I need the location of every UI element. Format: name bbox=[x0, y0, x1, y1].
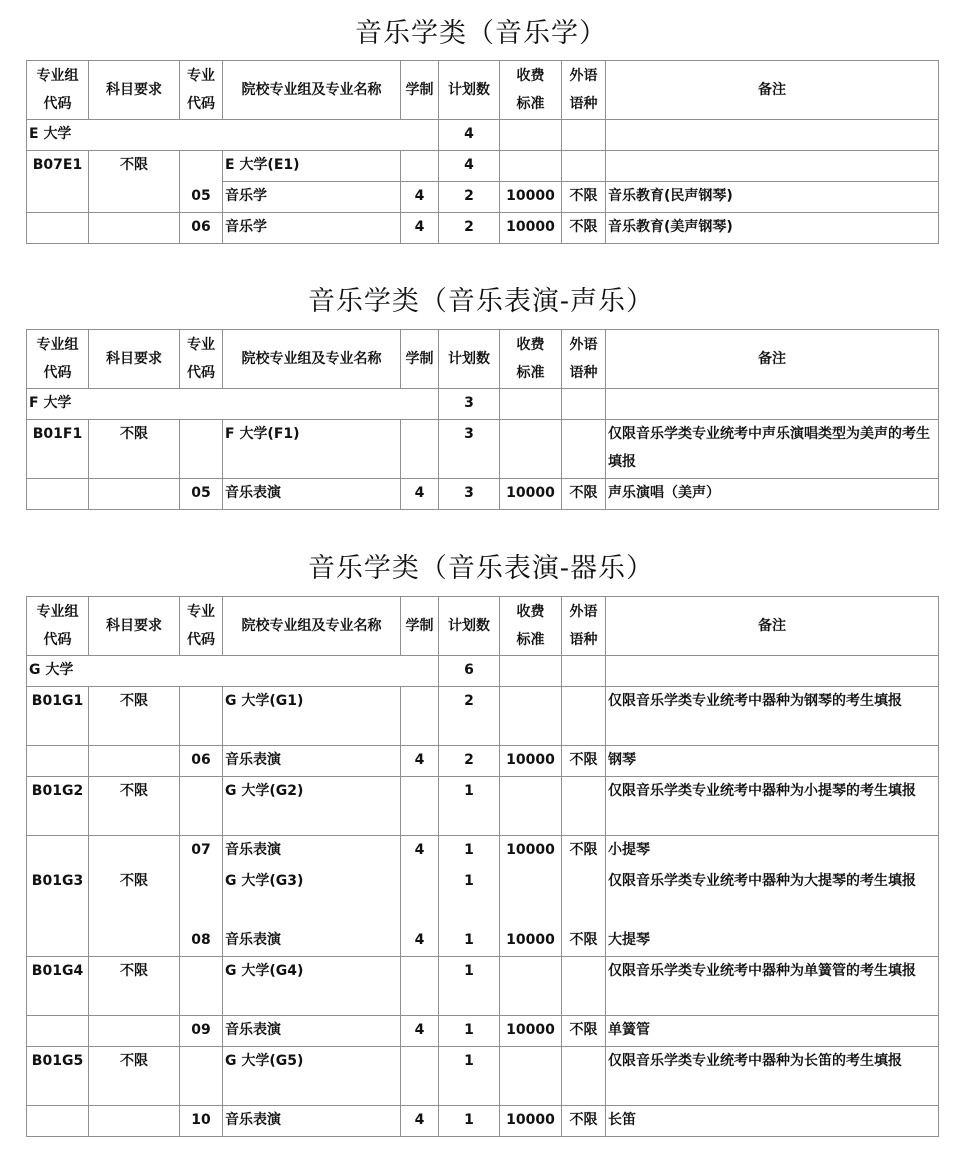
group-note: 仅限音乐学类专业统考中器种为大提琴的考生填报 bbox=[606, 867, 939, 926]
major-name: 音乐表演 bbox=[223, 1016, 401, 1047]
major-name: 音乐学 bbox=[223, 213, 401, 244]
major-code: 07 bbox=[180, 836, 223, 867]
major-lang: 不限 bbox=[562, 926, 606, 957]
group-plan: 1 bbox=[439, 867, 500, 926]
major-name: 音乐表演 bbox=[223, 1106, 401, 1137]
group-row bbox=[27, 867, 939, 926]
group-name: G 大学(G3) bbox=[223, 867, 401, 926]
group-code: B01G3 bbox=[27, 867, 89, 926]
major-lang: 不限 bbox=[562, 836, 606, 867]
major-lang: 不限 bbox=[562, 182, 606, 213]
header-note: 备注 bbox=[606, 597, 939, 656]
header-fee: 收费 标准 bbox=[500, 61, 562, 120]
major-row bbox=[27, 1106, 939, 1137]
major-fee: 10000 bbox=[500, 836, 562, 867]
group-name: G 大学(G4) bbox=[223, 957, 401, 1016]
major-lang: 不限 bbox=[562, 1106, 606, 1137]
group-code: B01F1 bbox=[27, 420, 89, 479]
group-row bbox=[27, 420, 939, 479]
header-plan: 计划数 bbox=[439, 330, 500, 389]
major-fee: 10000 bbox=[500, 1016, 562, 1047]
major-fee: 10000 bbox=[500, 213, 562, 244]
major-note: 单簧管 bbox=[606, 1016, 939, 1047]
major-plan: 3 bbox=[439, 479, 500, 510]
major-lang: 不限 bbox=[562, 1016, 606, 1047]
group-req: 不限 bbox=[89, 867, 180, 926]
major-years: 4 bbox=[401, 1106, 439, 1137]
group-plan: 1 bbox=[439, 1047, 500, 1106]
major-note: 钢琴 bbox=[606, 746, 939, 777]
group-code: B01G4 bbox=[27, 957, 89, 1016]
major-code: 06 bbox=[180, 213, 223, 244]
major-years: 4 bbox=[401, 1016, 439, 1047]
header-fee: 收费 标准 bbox=[500, 597, 562, 656]
major-code: 06 bbox=[180, 746, 223, 777]
group-name: G 大学(G2) bbox=[223, 777, 401, 836]
header-major-code: 专业 代码 bbox=[180, 597, 223, 656]
group-plan: 1 bbox=[439, 957, 500, 1016]
major-code: 10 bbox=[180, 1106, 223, 1137]
major-note: 长笛 bbox=[606, 1106, 939, 1137]
table-header-row bbox=[27, 597, 939, 656]
major-note: 音乐教育(美声钢琴) bbox=[606, 213, 939, 244]
group-req: 不限 bbox=[89, 957, 180, 1016]
school-row bbox=[27, 389, 939, 420]
major-name: 音乐表演 bbox=[223, 926, 401, 957]
major-row bbox=[27, 836, 939, 867]
group-req: 不限 bbox=[89, 151, 180, 182]
major-plan: 1 bbox=[439, 926, 500, 957]
school-plan: 3 bbox=[439, 389, 500, 420]
major-years: 4 bbox=[401, 836, 439, 867]
major-row bbox=[27, 182, 939, 213]
group-code: B01G1 bbox=[27, 687, 89, 746]
major-row bbox=[27, 1016, 939, 1047]
group-code: B01G5 bbox=[27, 1047, 89, 1106]
header-plan: 计划数 bbox=[439, 61, 500, 120]
header-plan: 计划数 bbox=[439, 597, 500, 656]
group-req: 不限 bbox=[89, 420, 180, 479]
group-row bbox=[27, 687, 939, 746]
group-note: 仅限音乐学类专业统考中器种为单簧管的考生填报 bbox=[606, 957, 939, 1016]
major-note: 大提琴 bbox=[606, 926, 939, 957]
header-group-code: 专业组 代码 bbox=[27, 61, 89, 120]
header-name: 院校专业组及专业名称 bbox=[223, 330, 401, 389]
major-fee: 10000 bbox=[500, 479, 562, 510]
section-title-music-studies: 音乐学类（音乐学） bbox=[355, 18, 607, 49]
school-plan: 6 bbox=[439, 656, 500, 687]
header-subject-req: 科目要求 bbox=[89, 597, 180, 656]
group-row bbox=[27, 151, 939, 182]
group-name: G 大学(G5) bbox=[223, 1047, 401, 1106]
header-lang: 外语 语种 bbox=[562, 61, 606, 120]
header-duration: 学制 bbox=[401, 330, 439, 389]
major-plan: 1 bbox=[439, 1106, 500, 1137]
group-plan: 3 bbox=[439, 420, 500, 479]
group-row bbox=[27, 957, 939, 1016]
major-lang: 不限 bbox=[562, 479, 606, 510]
header-note: 备注 bbox=[606, 61, 939, 120]
plan-table-g bbox=[26, 596, 939, 1137]
header-fee: 收费 标准 bbox=[500, 330, 562, 389]
group-code: B01G2 bbox=[27, 777, 89, 836]
header-major-code: 专业 代码 bbox=[180, 61, 223, 120]
group-plan: 4 bbox=[439, 151, 500, 182]
school-plan: 4 bbox=[439, 120, 500, 151]
major-code: 09 bbox=[180, 1016, 223, 1047]
major-name: 音乐表演 bbox=[223, 836, 401, 867]
group-row bbox=[27, 1047, 939, 1106]
header-duration: 学制 bbox=[401, 597, 439, 656]
group-plan: 1 bbox=[439, 777, 500, 836]
header-major-code: 专业 代码 bbox=[180, 330, 223, 389]
plan-table-e bbox=[26, 60, 939, 244]
major-row bbox=[27, 479, 939, 510]
major-years: 4 bbox=[401, 479, 439, 510]
major-lang: 不限 bbox=[562, 213, 606, 244]
section-title-vocal: 音乐学类（音乐表演-声乐） bbox=[307, 286, 655, 317]
group-note: 仅限音乐学类专业统考中声乐演唱类型为美声的考生填报 bbox=[606, 420, 939, 479]
major-name: 音乐学 bbox=[223, 182, 401, 213]
major-code: 05 bbox=[180, 182, 223, 213]
major-plan: 2 bbox=[439, 746, 500, 777]
header-lang: 外语 语种 bbox=[562, 597, 606, 656]
major-plan: 2 bbox=[439, 182, 500, 213]
header-duration: 学制 bbox=[401, 61, 439, 120]
major-years: 4 bbox=[401, 213, 439, 244]
header-group-code: 专业组 代码 bbox=[27, 597, 89, 656]
group-req: 不限 bbox=[89, 687, 180, 746]
header-lang: 外语 语种 bbox=[562, 330, 606, 389]
group-plan: 2 bbox=[439, 687, 500, 746]
table-header-row bbox=[27, 330, 939, 389]
group-row bbox=[27, 777, 939, 836]
header-group-code: 专业组 代码 bbox=[27, 330, 89, 389]
major-plan: 1 bbox=[439, 836, 500, 867]
major-name: 音乐表演 bbox=[223, 746, 401, 777]
major-plan: 1 bbox=[439, 1016, 500, 1047]
school-name: F 大学 bbox=[27, 389, 401, 420]
group-note: 仅限音乐学类专业统考中器种为长笛的考生填报 bbox=[606, 1047, 939, 1106]
major-fee: 10000 bbox=[500, 746, 562, 777]
major-fee: 10000 bbox=[500, 182, 562, 213]
major-lang: 不限 bbox=[562, 746, 606, 777]
section-title-instrumental: 音乐学类（音乐表演-器乐） bbox=[307, 553, 655, 584]
group-req: 不限 bbox=[89, 777, 180, 836]
table-header-row bbox=[27, 61, 939, 120]
header-name: 院校专业组及专业名称 bbox=[223, 597, 401, 656]
major-note: 声乐演唱（美声） bbox=[606, 479, 939, 510]
major-years: 4 bbox=[401, 926, 439, 957]
school-row bbox=[27, 120, 939, 151]
header-note: 备注 bbox=[606, 330, 939, 389]
group-req: 不限 bbox=[89, 1047, 180, 1106]
group-name: G 大学(G1) bbox=[223, 687, 401, 746]
group-name: F 大学(F1) bbox=[223, 420, 401, 479]
major-plan: 2 bbox=[439, 213, 500, 244]
major-years: 4 bbox=[401, 182, 439, 213]
group-code: B07E1 bbox=[27, 151, 89, 182]
major-fee: 10000 bbox=[500, 1106, 562, 1137]
school-name: G 大学 bbox=[27, 656, 401, 687]
group-name: E 大学(E1) bbox=[223, 151, 401, 182]
header-subject-req: 科目要求 bbox=[89, 330, 180, 389]
school-row bbox=[27, 656, 939, 687]
major-code: 05 bbox=[180, 479, 223, 510]
group-note: 仅限音乐学类专业统考中器种为小提琴的考生填报 bbox=[606, 777, 939, 836]
header-name: 院校专业组及专业名称 bbox=[223, 61, 401, 120]
major-years: 4 bbox=[401, 746, 439, 777]
group-note: 仅限音乐学类专业统考中器种为钢琴的考生填报 bbox=[606, 687, 939, 746]
plan-table-f bbox=[26, 329, 939, 510]
major-name: 音乐表演 bbox=[223, 479, 401, 510]
major-row bbox=[27, 926, 939, 957]
major-note: 小提琴 bbox=[606, 836, 939, 867]
major-row bbox=[27, 213, 939, 244]
major-row bbox=[27, 746, 939, 777]
major-note: 音乐教育(民声钢琴) bbox=[606, 182, 939, 213]
header-subject-req: 科目要求 bbox=[89, 61, 180, 120]
school-name: E 大学 bbox=[27, 120, 401, 151]
major-code: 08 bbox=[180, 926, 223, 957]
major-fee: 10000 bbox=[500, 926, 562, 957]
